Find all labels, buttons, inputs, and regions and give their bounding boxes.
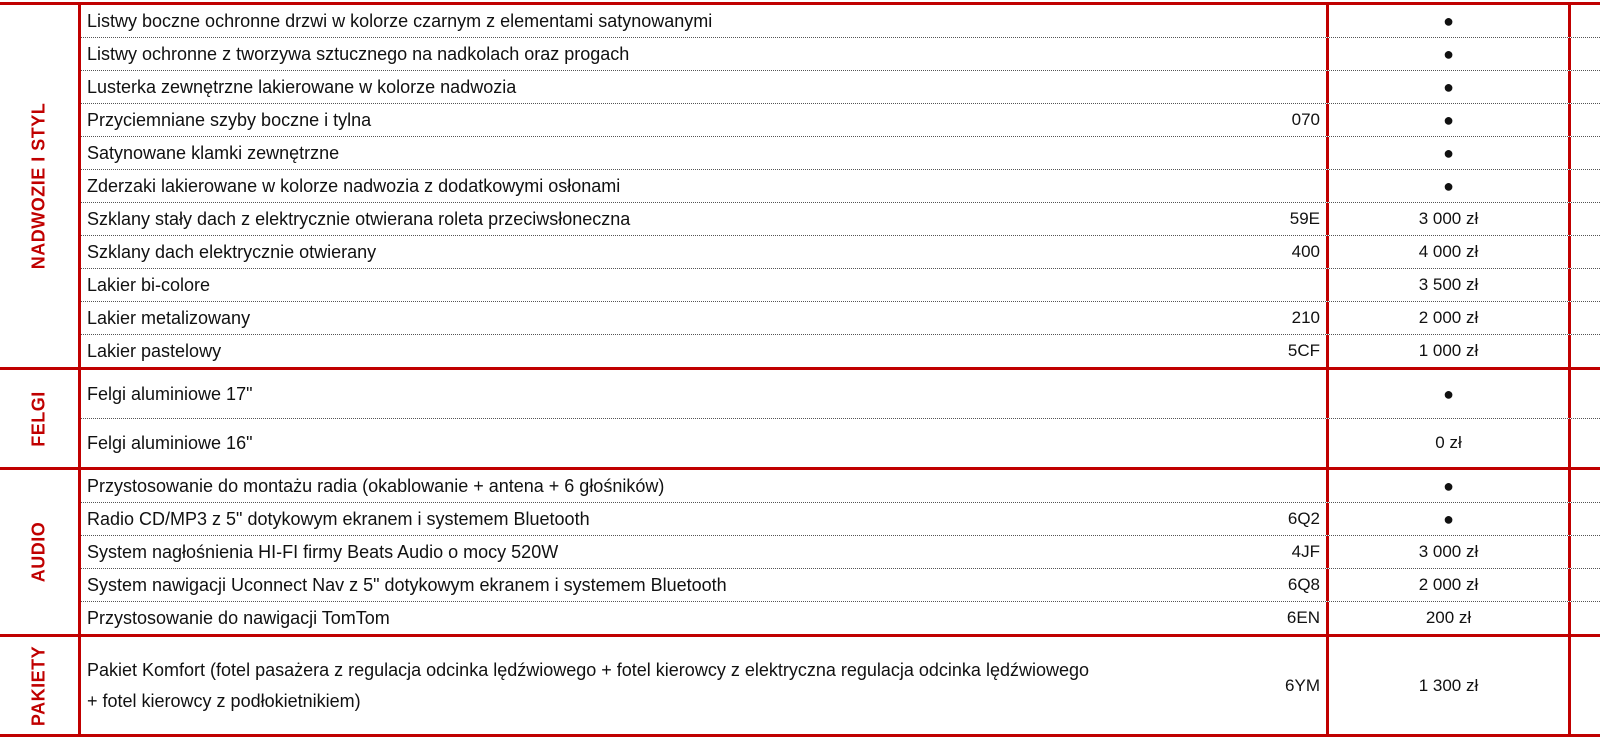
option-code: 4JF bbox=[1291, 542, 1320, 561]
option-price bbox=[1326, 170, 1571, 202]
section-rows bbox=[81, 5, 1600, 367]
option-code: 5CF bbox=[1287, 341, 1320, 360]
table-row bbox=[81, 104, 1600, 137]
section-pakiety bbox=[0, 637, 1600, 737]
option-description: Satynowane klamki zewnętrzne bbox=[87, 143, 340, 163]
table-row bbox=[81, 170, 1600, 203]
option-price: 2 000 zł bbox=[1326, 302, 1571, 334]
section-title: AUDIO bbox=[28, 521, 49, 583]
option-code: 210 bbox=[1291, 308, 1320, 327]
table-row bbox=[81, 38, 1600, 71]
option-description: Listwy ochronne z tworzywa sztucznego na nadkolach oraz progach bbox=[87, 44, 630, 64]
option-price bbox=[1326, 38, 1571, 70]
option-code: 59E bbox=[1289, 209, 1320, 228]
section-label-cell bbox=[0, 470, 81, 634]
table-row bbox=[81, 370, 1600, 419]
option-code: 6Q2 bbox=[1287, 509, 1320, 528]
option-description: Felgi aluminiowe 16" bbox=[87, 433, 253, 453]
table-row bbox=[81, 503, 1600, 536]
option-price bbox=[1326, 370, 1571, 418]
option-price bbox=[1326, 137, 1571, 169]
standard-bullet: ● bbox=[1443, 109, 1454, 130]
section-nadwozie-i-styl bbox=[0, 2, 1600, 370]
standard-bullet: ● bbox=[1443, 508, 1454, 529]
option-price: 3 000 zł bbox=[1326, 203, 1571, 235]
section-title: PAKIETY bbox=[28, 645, 49, 726]
section-label-cell bbox=[0, 5, 81, 367]
table-row bbox=[81, 419, 1600, 467]
option-code: 6YM bbox=[1285, 675, 1320, 695]
option-price bbox=[1326, 470, 1571, 502]
table-row bbox=[81, 203, 1600, 236]
standard-bullet: ● bbox=[1443, 10, 1454, 31]
table-row bbox=[81, 637, 1600, 734]
option-description: Felgi aluminiowe 17" bbox=[87, 384, 253, 404]
option-description-line: + fotel kierowcy z podłokietnikiem) bbox=[87, 690, 361, 711]
option-price bbox=[1326, 71, 1571, 103]
option-code: 6Q8 bbox=[1287, 575, 1320, 594]
option-description: System nagłośnienia HI-FI firmy Beats Audio o mocy 520W bbox=[87, 542, 559, 562]
table-row bbox=[81, 569, 1600, 602]
standard-bullet: ● bbox=[1443, 142, 1454, 163]
table-row bbox=[81, 236, 1600, 269]
option-description: Przystosowanie do nawigacji TomTom bbox=[87, 608, 390, 628]
option-description: Listwy boczne ochronne drzwi w kolorze czarnym z elementami satynowanymi bbox=[87, 11, 713, 31]
option-price: 3 000 zł bbox=[1326, 536, 1571, 568]
option-price: 200 zł bbox=[1326, 602, 1571, 634]
option-code: 400 bbox=[1291, 242, 1320, 261]
option-description bbox=[81, 655, 1237, 717]
option-description: Szklany stały dach z elektrycznie otwierana roleta przeciwsłoneczna bbox=[87, 209, 631, 229]
option-price bbox=[1326, 5, 1571, 37]
option-price: 1 000 zł bbox=[1326, 335, 1571, 367]
section-label-cell bbox=[0, 370, 81, 467]
option-description: Lakier metalizowany bbox=[87, 308, 251, 328]
option-description: Przyciemniane szyby boczne i tylna bbox=[87, 110, 372, 130]
table-row bbox=[81, 602, 1600, 634]
option-description: Radio CD/MP3 z 5" dotykowym ekranem i systemem Bluetooth bbox=[87, 509, 590, 529]
section-title: NADWOZIE I STYL bbox=[28, 102, 49, 270]
table-row bbox=[81, 536, 1600, 569]
section-audio bbox=[0, 470, 1600, 637]
standard-bullet: ● bbox=[1443, 175, 1454, 196]
option-description-line: Pakiet Komfort (fotel pasażera z regulacja odcinka lędźwiowego + fotel kierowcy z elektryczna regulacja odcinka lędźwiowego bbox=[87, 659, 1090, 680]
section-label-cell bbox=[0, 637, 81, 734]
option-price: 1 300 zł bbox=[1326, 637, 1571, 734]
table-row bbox=[81, 137, 1600, 170]
option-description: Lakier pastelowy bbox=[87, 341, 222, 361]
option-description: Lusterka zewnętrzne lakierowane w kolorze nadwozia bbox=[87, 77, 517, 97]
option-code: 070 bbox=[1291, 110, 1320, 129]
table-row bbox=[81, 335, 1600, 367]
standard-bullet: ● bbox=[1443, 383, 1454, 404]
option-description: Lakier bi-colore bbox=[87, 275, 211, 295]
table-row bbox=[81, 269, 1600, 302]
standard-bullet: ● bbox=[1443, 76, 1454, 97]
section-rows bbox=[81, 470, 1600, 634]
standard-bullet: ● bbox=[1443, 43, 1454, 64]
table-row bbox=[81, 470, 1600, 503]
option-description: Zderzaki lakierowane w kolorze nadwozia z dodatkowymi osłonami bbox=[87, 176, 621, 196]
option-price: 4 000 zł bbox=[1326, 236, 1571, 268]
options-price-table bbox=[0, 2, 1600, 737]
section-rows bbox=[81, 370, 1600, 467]
option-price: 0 zł bbox=[1326, 419, 1571, 467]
table-row bbox=[81, 71, 1600, 104]
option-price: 2 000 zł bbox=[1326, 569, 1571, 601]
table-row bbox=[81, 302, 1600, 335]
section-rows bbox=[81, 637, 1600, 734]
option-code: 6EN bbox=[1286, 608, 1320, 627]
section-felgi bbox=[0, 370, 1600, 470]
option-description: Przystosowanie do montażu radia (okablowanie + antena + 6 głośników) bbox=[87, 476, 665, 496]
option-price: 3 500 zł bbox=[1326, 269, 1571, 301]
option-description: Szklany dach elektrycznie otwierany bbox=[87, 242, 377, 262]
option-price bbox=[1326, 104, 1571, 136]
standard-bullet: ● bbox=[1443, 475, 1454, 496]
option-price bbox=[1326, 503, 1571, 535]
table-row bbox=[81, 5, 1600, 38]
section-title: FELGI bbox=[28, 390, 49, 447]
option-description: System nawigacji Uconnect Nav z 5" dotykowym ekranem i systemem Bluetooth bbox=[87, 575, 727, 595]
